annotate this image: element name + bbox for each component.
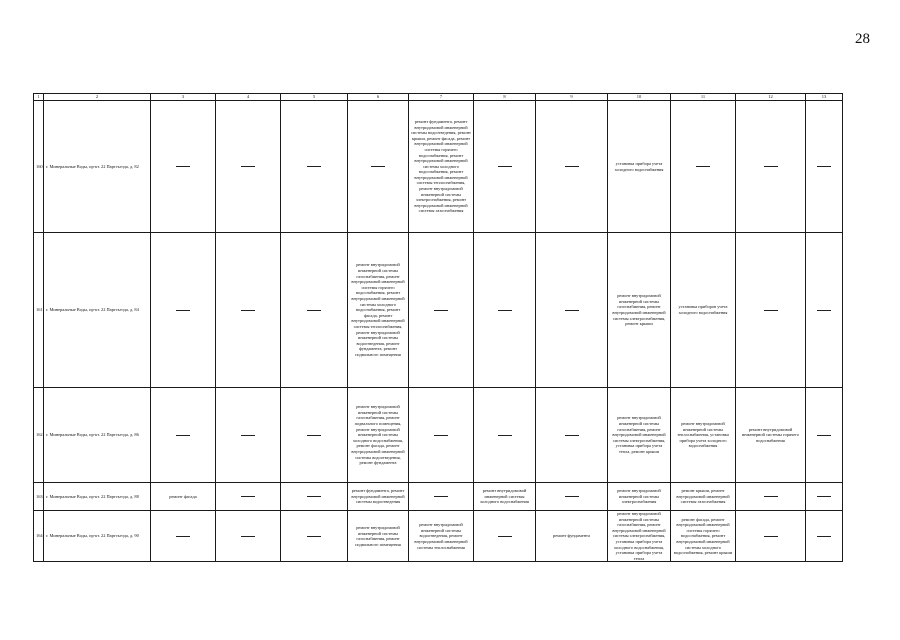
empty-cell [736,233,806,388]
empty-cell [806,388,843,483]
empty-cell [348,101,409,233]
column-number-1: 1 [34,94,44,101]
work-cell: ремонт внутридомовой инженерной системы газоснабжения, ремонт внутридомовой инженерной системы горячего водоснабжения, ремонт внутридомовой инженерной системы холодного водоснабжения, ремонт фасада, ремонт внутридомовой инженерной системы теплоснабжения, ремонт внутридомовой инженерной системы водоотведения, ремонт фундамента, ремонт подвального помещения [348,233,409,388]
empty-cell [409,483,474,511]
empty-cell [151,388,216,483]
dash-mark [176,536,190,537]
work-cell: ремонт фундамента, ремонт внутридомовой инженерной системы водоотведения [348,483,409,511]
dash-mark [434,310,448,311]
row-number: 161 [34,233,44,388]
dash-mark [371,166,385,167]
work-cell: ремонт внутридомовой инженерной системы электроснабжения [608,483,671,511]
table-row [34,233,843,388]
dash-mark [176,166,190,167]
dash-mark [307,435,321,436]
dash-mark [307,166,321,167]
dash-mark [817,435,831,436]
dash-mark [565,435,579,436]
empty-cell [216,511,281,562]
dash-mark [764,166,778,167]
column-number-5: 5 [281,94,348,101]
empty-cell [151,511,216,562]
dash-mark [307,496,321,497]
work-cell: ремонт внутридомовой инженерной системы теплоснабжения, установка прибора учета холодного водоснабжения [671,388,736,483]
empty-cell [536,101,608,233]
empty-cell [671,101,736,233]
empty-cell [474,233,536,388]
dash-mark [498,310,512,311]
empty-cell [281,101,348,233]
empty-cell [536,233,608,388]
repair-schedule-table [33,93,843,562]
row-number: 163 [34,483,44,511]
empty-cell [474,101,536,233]
work-cell: установка приборов учета холодного водоснабжения [671,233,736,388]
dash-mark [434,435,448,436]
empty-cell [281,233,348,388]
column-number-12: 12 [736,94,806,101]
address-cell: г. Минеральные Воды, пр-кт. 22 Партсъезда, д. 90 [44,511,151,562]
address-cell: г. Минеральные Воды, пр-кт. 22 Партсъезда, д. 84 [44,233,151,388]
dash-mark [498,435,512,436]
dash-mark [241,536,255,537]
column-number-10: 10 [608,94,671,101]
row-number: 164 [34,511,44,562]
address-cell: г. Минеральные Воды, пр-кт. 22 Партсъезда, д. 86 [44,388,151,483]
column-number-11: 11 [671,94,736,101]
dash-mark [434,496,448,497]
empty-cell [409,388,474,483]
empty-cell [151,101,216,233]
dash-mark [817,310,831,311]
work-cell: ремонт внутридомовой инженерной системы водоотведения, ремонт внутридомовой инженерной системы теплоснабжения [409,511,474,562]
column-number-8: 8 [474,94,536,101]
work-cell: ремонт внутридомовой инженерной системы горячего водоснабжения [736,388,806,483]
dash-mark [817,496,831,497]
dash-mark [817,536,831,537]
address-cell: г. Минеральные Воды, пр-кт. 22 Партсъезда, д. 82 [44,101,151,233]
dash-mark [241,496,255,497]
work-cell: ремонт фундамента [536,511,608,562]
dash-mark [176,435,190,436]
row-number: 160 [34,101,44,233]
dash-mark [565,310,579,311]
table-row [34,388,843,483]
work-cell: ремонт фасада [151,483,216,511]
table-row [34,101,843,233]
column-number-row [34,94,843,101]
empty-cell [806,483,843,511]
empty-cell [474,511,536,562]
work-cell: ремонт внутридомовой инженерной системы газоснабжения, ремонт подвального помещения, ремонт внутридомовой инженерной системы холодного водоснабжения, ремонт фасада, ремонт внутридомовой инженерной системы водоотведения, ремонт фундамента [348,388,409,483]
empty-cell [216,388,281,483]
dash-mark [817,166,831,167]
dash-mark [241,435,255,436]
empty-cell [806,101,843,233]
column-number-9: 9 [536,94,608,101]
dash-mark [241,166,255,167]
table-row [34,511,843,562]
dash-mark [764,496,778,497]
empty-cell [474,388,536,483]
dash-mark [307,536,321,537]
work-cell: установка прибора учета холодного водоснабжения [608,101,671,233]
empty-cell [281,511,348,562]
column-number-6: 6 [348,94,409,101]
empty-cell [216,483,281,511]
column-number-2: 2 [44,94,151,101]
dash-mark [764,536,778,537]
empty-cell [281,483,348,511]
column-number-3: 3 [151,94,216,101]
work-cell: ремонт внутридомовой инженерной системы газоснабжения, ремонт подвального помещения [348,511,409,562]
column-number-7: 7 [409,94,474,101]
empty-cell [736,483,806,511]
table-row [34,483,843,511]
row-number: 162 [34,388,44,483]
dash-mark [565,496,579,497]
dash-mark [241,310,255,311]
empty-cell [281,388,348,483]
page-number: 28 [855,31,870,47]
empty-cell [536,388,608,483]
empty-cell [151,233,216,388]
work-cell: ремонт внутридомовой инженерной системы холодного водоснабжения [474,483,536,511]
dash-mark [696,166,710,167]
work-cell: ремонт внутридомовой инженерной системы газоснабжения, ремонт внутридомовой инженерной системы электроснабжения, установка прибора учета тепла, ремонт крыши [608,388,671,483]
work-cell: ремонт крыши, ремонт внутридомовой инженерной системы газоснабжения [671,483,736,511]
dash-mark [565,166,579,167]
dash-mark [764,310,778,311]
dash-mark [176,310,190,311]
work-cell: ремонт фасада, ремонт внутридомовой инженерной системы горячего водоснабжения, ремонт внутридомовой инженерной системы холодного водоснабжения, ремонт крыши [671,511,736,562]
dash-mark [307,310,321,311]
empty-cell [736,511,806,562]
empty-cell [409,233,474,388]
address-cell: г. Минеральные Воды, пр-кт. 22 Партсъезда, д. 88 [44,483,151,511]
dash-mark [498,166,512,167]
empty-cell [806,511,843,562]
column-number-13: 13 [806,94,843,101]
empty-cell [216,101,281,233]
dash-mark [498,536,512,537]
empty-cell [736,101,806,233]
empty-cell [806,233,843,388]
work-cell: ремонт внутридомовой инженерной системы газоснабжения, ремонт внутридомовой инженерной системы электроснабжения, ремонт крыши [608,233,671,388]
work-cell: ремонт внутридомовой инженерной системы газоснабжения, ремонт внутридомовой инженерной системы электроснабжения, установка прибора учета холодного водоснабжения, установка прибора учета тепла [608,511,671,562]
empty-cell [216,233,281,388]
work-cell: ремонт фундамента, ремонт внутридомовой инженерной системы водоотведения, ремонт крыши, ремонт фасада, ремонт внутридомовой инженерной системы горячего водоснабжения, ремонт внутридомовой инженерной системы холодного водоснабжения, ремонт внутридомовой инженерной системы теплоснабжения, ремонт внутридомовой инженерной системы электроснабжения, ремонт внутридомовой инженерной системы газоснабжения [409,101,474,233]
empty-cell [536,483,608,511]
column-number-4: 4 [216,94,281,101]
